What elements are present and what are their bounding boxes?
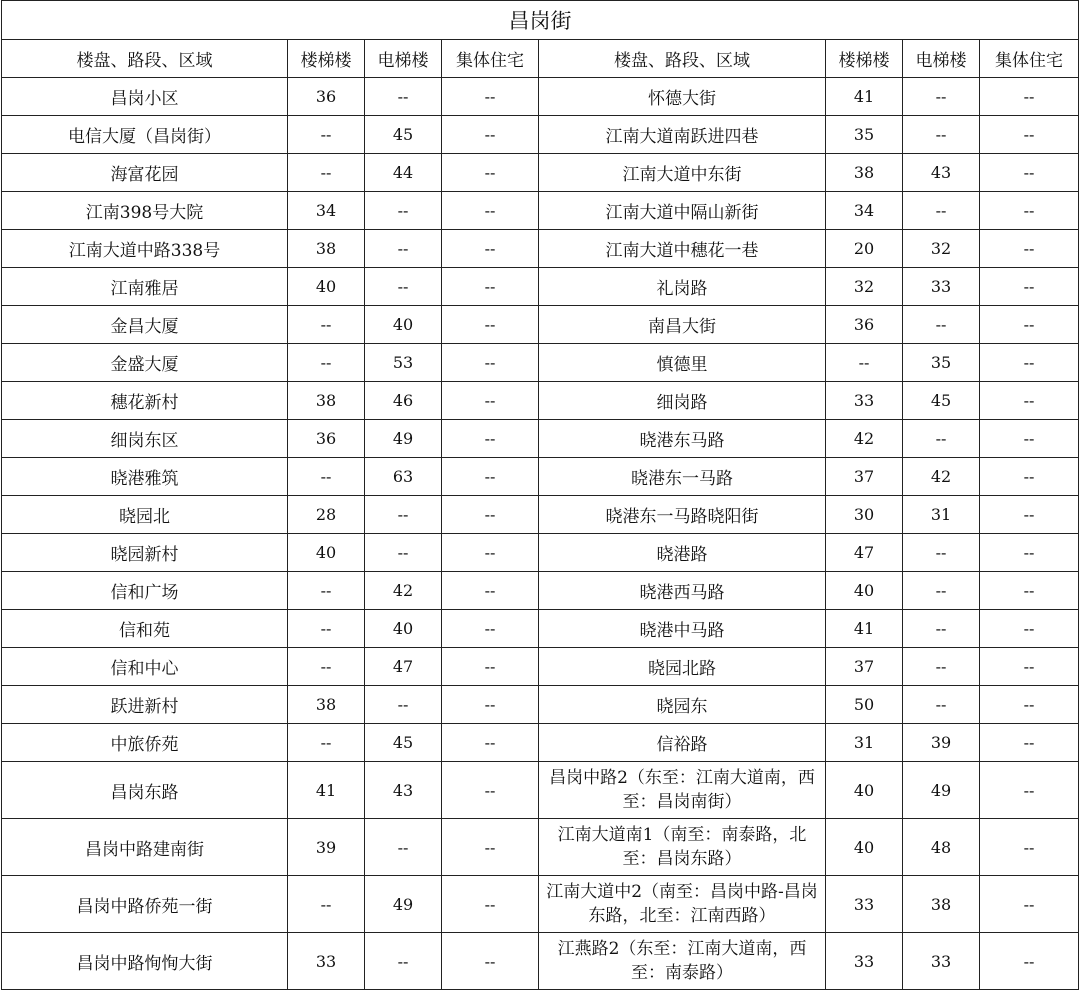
value-cell: 40 <box>288 534 365 572</box>
value-cell: -- <box>288 648 365 686</box>
area-name-cell: 晓港西马路 <box>539 572 826 610</box>
table-row <box>2 382 1079 420</box>
table-row <box>2 78 1079 116</box>
header-cell: 楼梯楼 <box>826 40 903 78</box>
value-cell: 34 <box>288 192 365 230</box>
value-cell: -- <box>442 306 539 344</box>
value-cell: 36 <box>288 78 365 116</box>
value-cell: 38 <box>288 382 365 420</box>
value-cell: 32 <box>826 268 903 306</box>
value-cell: -- <box>980 154 1079 192</box>
value-cell: 33 <box>826 933 903 990</box>
value-cell: -- <box>442 458 539 496</box>
table-row <box>2 458 1079 496</box>
area-name-cell: 信和广场 <box>2 572 288 610</box>
value-cell: 38 <box>288 686 365 724</box>
value-cell: 38 <box>826 154 903 192</box>
header-cell: 楼盘、路段、区域 <box>2 40 288 78</box>
value-cell: 36 <box>826 306 903 344</box>
value-cell: 32 <box>903 230 980 268</box>
area-name-cell: 中旅侨苑 <box>2 724 288 762</box>
area-name-cell: 晓港东一马路 <box>539 458 826 496</box>
value-cell: -- <box>442 686 539 724</box>
area-name-cell: 江南398号大院 <box>2 192 288 230</box>
area-name-cell: 江燕路2（东至：江南大道南，西至：南泰路） <box>539 933 826 990</box>
area-name-cell: 穗花新村 <box>2 382 288 420</box>
value-cell: 49 <box>365 876 442 933</box>
value-cell: 35 <box>826 116 903 154</box>
value-cell: -- <box>288 344 365 382</box>
value-cell: -- <box>980 686 1079 724</box>
value-cell: 41 <box>288 762 365 819</box>
value-cell: -- <box>442 116 539 154</box>
value-cell: 40 <box>365 610 442 648</box>
table-row <box>2 420 1079 458</box>
area-name-cell: 晓港东马路 <box>539 420 826 458</box>
area-name-cell: 江南大道南跃进四巷 <box>539 116 826 154</box>
value-cell: 33 <box>903 933 980 990</box>
value-cell: 31 <box>903 496 980 534</box>
value-cell: 46 <box>365 382 442 420</box>
value-cell: -- <box>903 534 980 572</box>
value-cell: -- <box>980 933 1079 990</box>
area-name-cell: 昌岗小区 <box>2 78 288 116</box>
area-name-cell: 晓园新村 <box>2 534 288 572</box>
value-cell: 28 <box>288 496 365 534</box>
table-row <box>2 933 1079 990</box>
value-cell: 43 <box>365 762 442 819</box>
table-row <box>2 192 1079 230</box>
value-cell: -- <box>980 382 1079 420</box>
value-cell: -- <box>980 230 1079 268</box>
area-name-cell: 晓园北路 <box>539 648 826 686</box>
area-name-cell: 慎德里 <box>539 344 826 382</box>
value-cell: -- <box>903 306 980 344</box>
area-name-cell: 细岗路 <box>539 382 826 420</box>
value-cell: 33 <box>826 382 903 420</box>
area-name-cell: 昌岗中路建南街 <box>2 819 288 876</box>
value-cell: -- <box>288 724 365 762</box>
value-cell: 42 <box>826 420 903 458</box>
value-cell: 44 <box>365 154 442 192</box>
area-name-cell: 晓港雅筑 <box>2 458 288 496</box>
value-cell: -- <box>442 724 539 762</box>
value-cell: -- <box>365 78 442 116</box>
area-name-cell: 晓港东一马路晓阳街 <box>539 496 826 534</box>
value-cell: 43 <box>903 154 980 192</box>
value-cell: -- <box>288 306 365 344</box>
value-cell: -- <box>442 610 539 648</box>
area-name-cell: 昌岗中路2（东至：江南大道南，西至：昌岗南街） <box>539 762 826 819</box>
value-cell: -- <box>442 496 539 534</box>
value-cell: 31 <box>826 724 903 762</box>
value-cell: 49 <box>903 762 980 819</box>
value-cell: 34 <box>826 192 903 230</box>
header-cell: 集体住宅 <box>980 40 1079 78</box>
area-name-cell: 信裕路 <box>539 724 826 762</box>
area-name-cell: 南昌大街 <box>539 306 826 344</box>
value-cell: 40 <box>826 762 903 819</box>
value-cell: -- <box>442 154 539 192</box>
table-row <box>2 762 1079 819</box>
value-cell: -- <box>365 933 442 990</box>
area-name-cell: 晓园北 <box>2 496 288 534</box>
value-cell: -- <box>980 762 1079 819</box>
value-cell: -- <box>288 458 365 496</box>
value-cell: -- <box>442 648 539 686</box>
value-cell: -- <box>365 230 442 268</box>
value-cell: -- <box>980 306 1079 344</box>
value-cell: 38 <box>903 876 980 933</box>
area-name-cell: 晓园东 <box>539 686 826 724</box>
value-cell: 37 <box>826 458 903 496</box>
value-cell: -- <box>288 876 365 933</box>
value-cell: -- <box>980 116 1079 154</box>
value-cell: -- <box>442 933 539 990</box>
table-row <box>2 496 1079 534</box>
table-row <box>2 819 1079 876</box>
area-name-cell: 昌岗东路 <box>2 762 288 819</box>
value-cell: -- <box>980 192 1079 230</box>
header-cell: 电梯楼 <box>903 40 980 78</box>
area-name-cell: 江南雅居 <box>2 268 288 306</box>
value-cell: 49 <box>365 420 442 458</box>
value-cell: -- <box>980 496 1079 534</box>
value-cell: -- <box>442 762 539 819</box>
value-cell: 53 <box>365 344 442 382</box>
value-cell: 42 <box>903 458 980 496</box>
value-cell: 37 <box>826 648 903 686</box>
value-cell: -- <box>442 876 539 933</box>
value-cell: 45 <box>365 116 442 154</box>
table-row <box>2 610 1079 648</box>
table-title: 昌岗街 <box>2 1 1079 40</box>
value-cell: 40 <box>288 268 365 306</box>
value-cell: 39 <box>288 819 365 876</box>
value-cell: 48 <box>903 819 980 876</box>
value-cell: -- <box>903 610 980 648</box>
value-cell: 30 <box>826 496 903 534</box>
value-cell: 47 <box>826 534 903 572</box>
value-cell: -- <box>288 572 365 610</box>
value-cell: -- <box>442 230 539 268</box>
value-cell: -- <box>365 268 442 306</box>
value-cell: -- <box>288 154 365 192</box>
area-name-cell: 金昌大厦 <box>2 306 288 344</box>
value-cell: 36 <box>288 420 365 458</box>
area-name-cell: 信和苑 <box>2 610 288 648</box>
value-cell: -- <box>980 819 1079 876</box>
area-name-cell: 晓港中马路 <box>539 610 826 648</box>
area-name-cell: 细岗东区 <box>2 420 288 458</box>
value-cell: -- <box>903 116 980 154</box>
table-row <box>2 724 1079 762</box>
area-name-cell: 昌岗中路恂恂大街 <box>2 933 288 990</box>
table-row <box>2 306 1079 344</box>
table-row <box>2 572 1079 610</box>
area-name-cell: 金盛大厦 <box>2 344 288 382</box>
value-cell: 41 <box>826 610 903 648</box>
value-cell: -- <box>903 192 980 230</box>
value-cell: -- <box>365 686 442 724</box>
value-cell: -- <box>903 572 980 610</box>
table-row <box>2 686 1079 724</box>
header-cell: 电梯楼 <box>365 40 442 78</box>
area-name-cell: 江南大道南1（南至：南泰路，北至：昌岗东路） <box>539 819 826 876</box>
value-cell: -- <box>903 420 980 458</box>
table-row <box>2 344 1079 382</box>
value-cell: -- <box>442 534 539 572</box>
value-cell: 33 <box>826 876 903 933</box>
value-cell: -- <box>442 192 539 230</box>
table-row <box>2 116 1079 154</box>
table-row <box>2 876 1079 933</box>
value-cell: -- <box>980 648 1079 686</box>
housing-table <box>1 0 1079 990</box>
value-cell: -- <box>980 876 1079 933</box>
value-cell: 40 <box>826 819 903 876</box>
value-cell: 41 <box>826 78 903 116</box>
value-cell: 45 <box>903 382 980 420</box>
value-cell: -- <box>365 496 442 534</box>
area-name-cell: 海富花园 <box>2 154 288 192</box>
value-cell: -- <box>288 610 365 648</box>
area-name-cell: 江南大道中2（南至：昌岗中路-昌岗东路，北至：江南西路） <box>539 876 826 933</box>
value-cell: -- <box>980 268 1079 306</box>
value-cell: 20 <box>826 230 903 268</box>
table-row <box>2 154 1079 192</box>
header-cell: 集体住宅 <box>442 40 539 78</box>
value-cell: -- <box>980 420 1079 458</box>
header-row <box>2 40 1079 78</box>
header-cell: 楼梯楼 <box>288 40 365 78</box>
value-cell: -- <box>980 534 1079 572</box>
value-cell: 35 <box>903 344 980 382</box>
value-cell: 47 <box>365 648 442 686</box>
area-name-cell: 昌岗中路侨苑一街 <box>2 876 288 933</box>
value-cell: 40 <box>365 306 442 344</box>
value-cell: -- <box>826 344 903 382</box>
value-cell: -- <box>288 116 365 154</box>
value-cell: -- <box>442 382 539 420</box>
value-cell: -- <box>980 610 1079 648</box>
value-cell: -- <box>442 420 539 458</box>
value-cell: -- <box>903 686 980 724</box>
table-body <box>2 78 1079 990</box>
value-cell: -- <box>365 192 442 230</box>
value-cell: 50 <box>826 686 903 724</box>
table-row <box>2 534 1079 572</box>
value-cell: 33 <box>903 268 980 306</box>
area-name-cell: 跃进新村 <box>2 686 288 724</box>
value-cell: -- <box>365 534 442 572</box>
value-cell: -- <box>442 268 539 306</box>
value-cell: 42 <box>365 572 442 610</box>
table-row <box>2 230 1079 268</box>
value-cell: 33 <box>288 933 365 990</box>
area-name-cell: 晓港路 <box>539 534 826 572</box>
value-cell: -- <box>442 572 539 610</box>
value-cell: 40 <box>826 572 903 610</box>
value-cell: -- <box>442 78 539 116</box>
area-name-cell: 江南大道中东街 <box>539 154 826 192</box>
value-cell: -- <box>980 344 1079 382</box>
area-name-cell: 怀德大街 <box>539 78 826 116</box>
header-cell: 楼盘、路段、区域 <box>539 40 826 78</box>
value-cell: 38 <box>288 230 365 268</box>
area-name-cell: 江南大道中隔山新街 <box>539 192 826 230</box>
value-cell: -- <box>903 78 980 116</box>
value-cell: -- <box>980 458 1079 496</box>
value-cell: -- <box>903 648 980 686</box>
value-cell: -- <box>980 724 1079 762</box>
table-row <box>2 268 1079 306</box>
area-name-cell: 电信大厦（昌岗街） <box>2 116 288 154</box>
area-name-cell: 江南大道中路338号 <box>2 230 288 268</box>
table-row <box>2 648 1079 686</box>
value-cell: -- <box>365 819 442 876</box>
value-cell: 39 <box>903 724 980 762</box>
value-cell: 63 <box>365 458 442 496</box>
area-name-cell: 江南大道中穗花一巷 <box>539 230 826 268</box>
value-cell: -- <box>980 572 1079 610</box>
value-cell: -- <box>980 78 1079 116</box>
value-cell: -- <box>442 344 539 382</box>
area-name-cell: 礼岗路 <box>539 268 826 306</box>
value-cell: -- <box>442 819 539 876</box>
value-cell: 45 <box>365 724 442 762</box>
area-name-cell: 信和中心 <box>2 648 288 686</box>
